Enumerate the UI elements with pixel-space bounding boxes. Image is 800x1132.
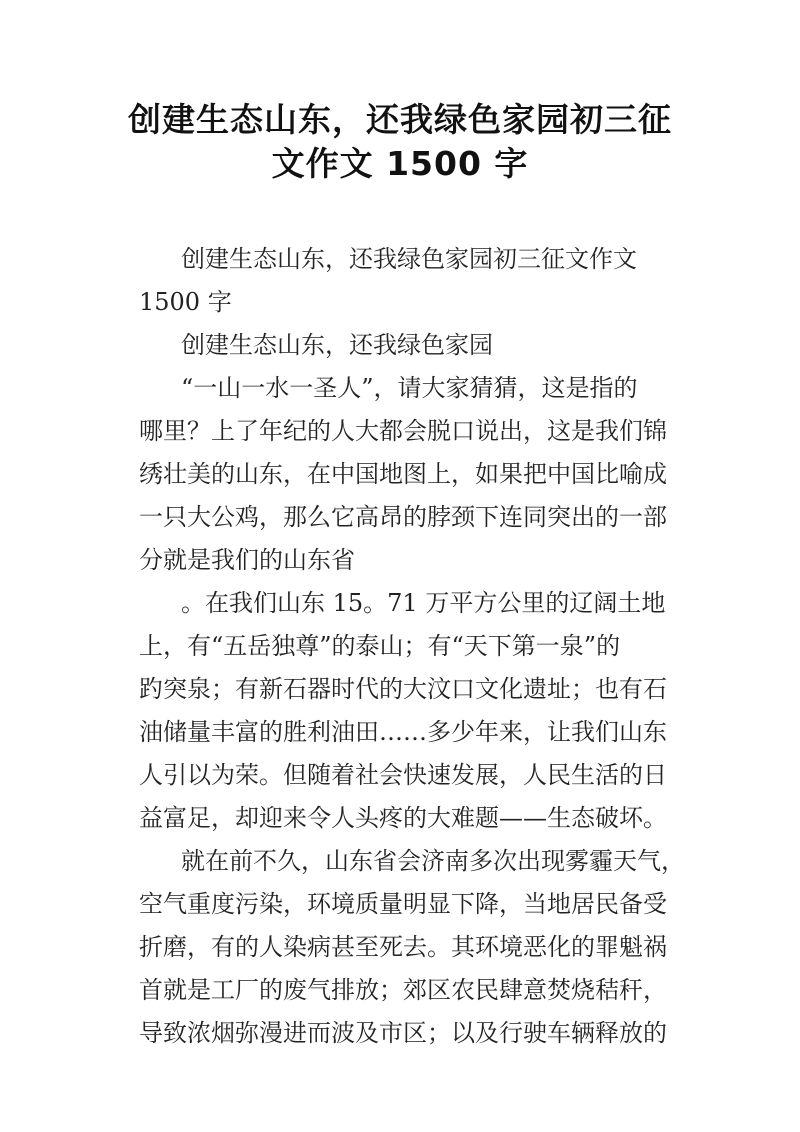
body-text-line: 益富足，却迎来令人头疼的大难题——生态破坏。 <box>139 804 667 832</box>
document-title-line-1: 创建生态山东，还我绿色家园初三征 <box>128 100 672 139</box>
body-text-line: 首就是工厂的废气排放；郊区农民肆意焚烧秸秆， <box>139 976 667 1004</box>
document-body <box>139 238 685 1055</box>
body-text-line: 空气重度污染，环境质量明显下降，当地居民备受 <box>139 890 667 918</box>
body-text-line: 1500 字 <box>139 288 232 316</box>
body-text-line: 上，有“五岳独尊”的泰山；有“天下第一泉”的 <box>139 632 621 660</box>
body-text-line: 趵突泉；有新石器时代的大汶口文化遗址；也有石 <box>139 675 667 703</box>
body-text-line: 就在前不久，山东省会济南多次出现雾霾天气， <box>181 847 685 875</box>
body-text-line: 油储量丰富的胜利油田……多少年来，让我们山东 <box>139 718 667 746</box>
body-text-line: 创建生态山东，还我绿色家园初三征文作文 <box>181 245 637 273</box>
body-text-line: 折磨，有的人染病甚至死去。其环境恶化的罪魁祸 <box>139 933 667 961</box>
body-text-line: “一山一水一圣人”，请大家猜猜，这是指的 <box>181 374 638 402</box>
document-title-line-2: 文作文 1500 字 <box>271 144 529 183</box>
body-text-line: 分就是我们的山东省 <box>139 546 355 574</box>
body-text-line: 导致浓烟弥漫进而波及市区；以及行驶车辆释放的 <box>139 1019 667 1047</box>
body-text-line: 哪里？上了年纪的人大都会脱口说出，这是我们锦 <box>139 417 667 445</box>
body-text-line: 一只大公鸡，那么它高昂的脖颈下连同突出的一部 <box>139 503 667 531</box>
body-text-line: 绣壮美的山东，在中国地图上，如果把中国比喻成 <box>139 460 667 488</box>
body-text-line: 。在我们山东 15。71 万平方公里的辽阔土地 <box>181 589 666 617</box>
body-text-line: 创建生态山东，还我绿色家园 <box>181 331 493 359</box>
body-text-line: 人引以为荣。但随着社会快速发展，人民生活的日 <box>139 761 667 789</box>
